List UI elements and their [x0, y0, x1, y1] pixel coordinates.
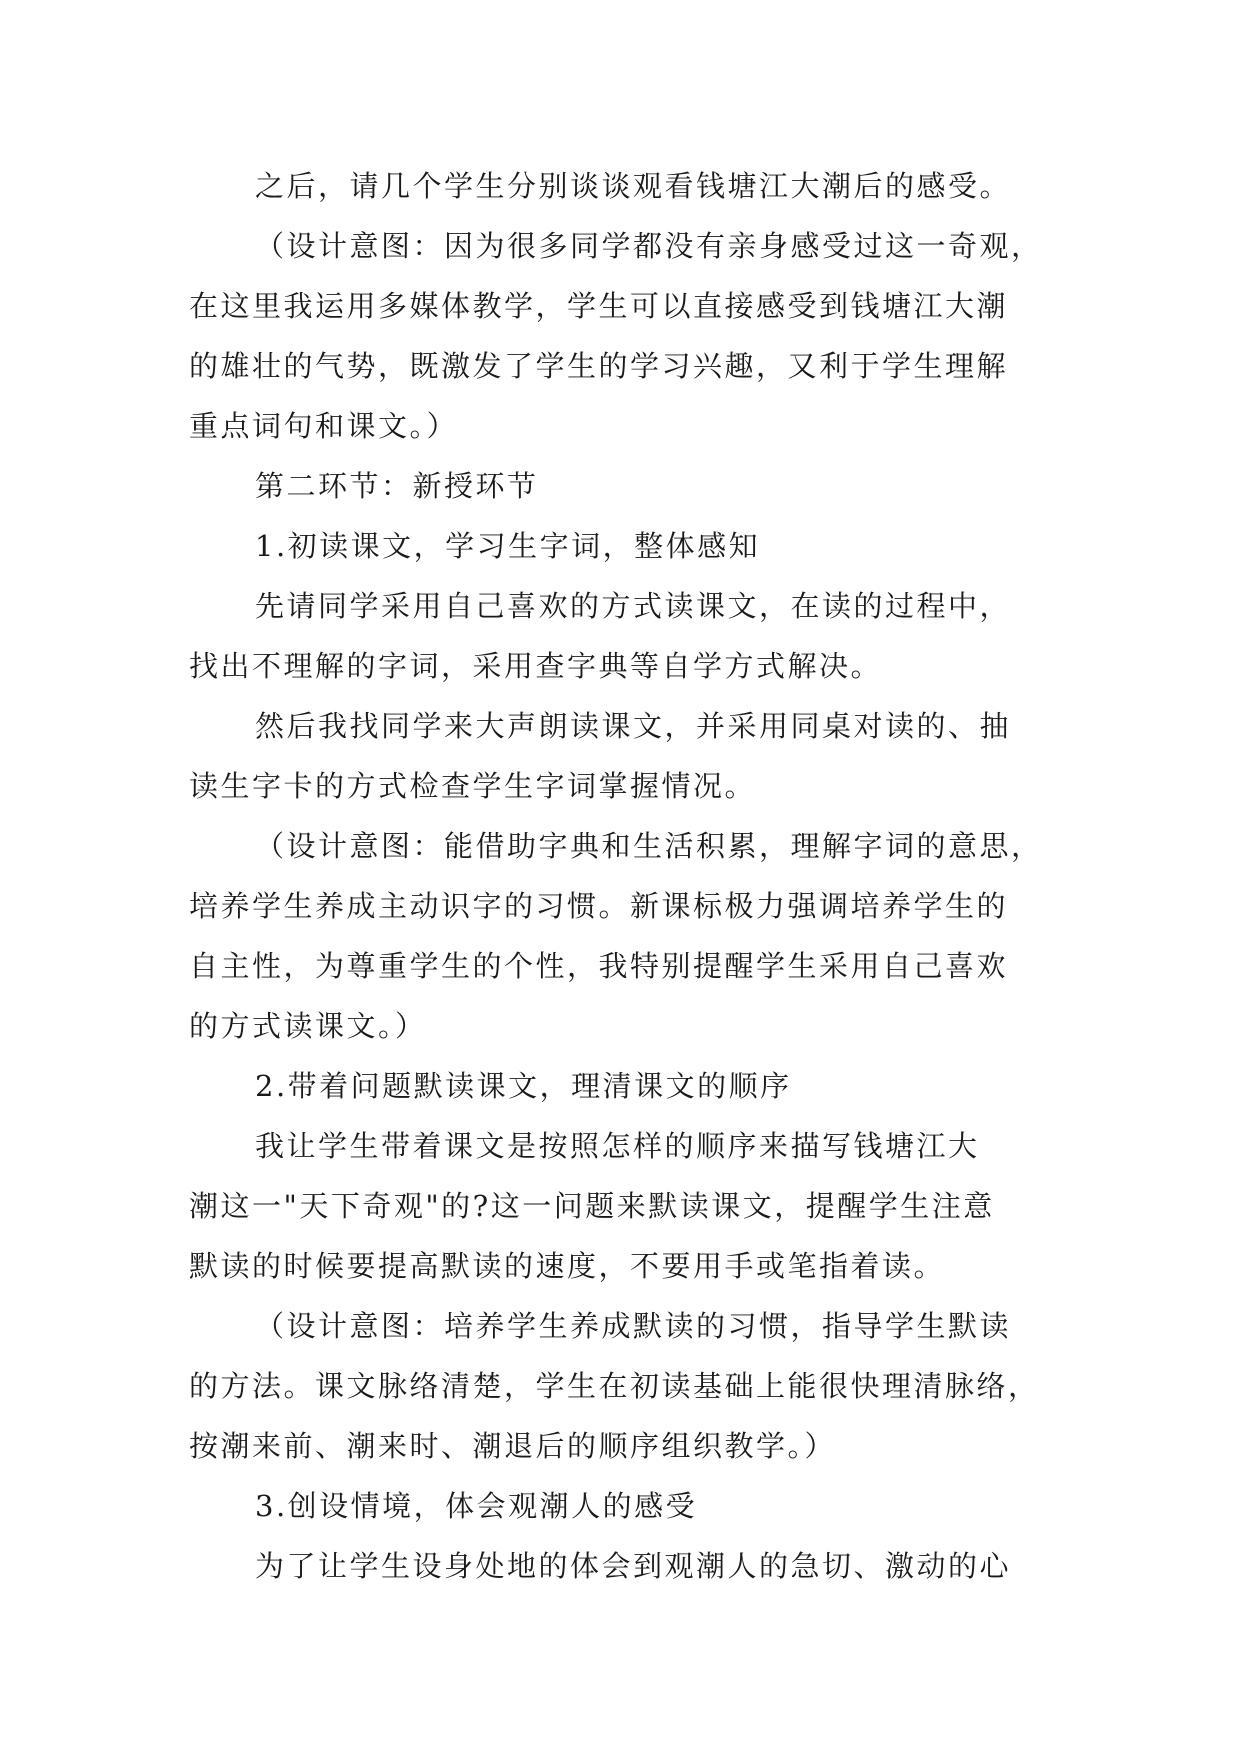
subsection-heading: 2.带着问题默读课文，理清课文的顺序	[255, 1069, 792, 1103]
text-line: 的方法。课文脉络清楚，学生在初读基础上能很快理清脉络，	[189, 1369, 1040, 1403]
text-line: 自主性，为尊重学生的个性，我特别提醒学生采用自己喜欢	[189, 949, 1009, 983]
text-line: 重点词句和课文。）	[189, 409, 459, 443]
subsection-heading: 1.初读课文，学习生字词，整体感知	[255, 529, 761, 563]
text-line: 然后我找同学来大声朗读课文，并采用同桌对读的、抽	[255, 709, 1012, 743]
subsection-heading: 3.创设情境，体会观潮人的感受	[255, 1489, 698, 1523]
text-line: （设计意图：培养学生养成默读的习惯，指导学生默读	[255, 1309, 1012, 1343]
text-line: 之后，请几个学生分别谈谈观看钱塘江大潮后的感受。	[255, 169, 1012, 203]
text-line: 在这里我运用多媒体教学，学生可以直接感受到钱塘江大潮	[189, 289, 1009, 323]
text-line: 的方式读课文。）	[189, 1009, 427, 1043]
text-line: 按潮来前、潮来时、潮退后的顺序组织教学。）	[189, 1429, 837, 1463]
text-line: 我让学生带着课文是按照怎样的顺序来描写钱塘江大	[255, 1129, 980, 1163]
text-line: 为了让学生设身处地的体会到观潮人的急切、激动的心	[255, 1549, 1012, 1583]
text-line: 先请同学采用自己喜欢的方式读课文，在读的过程中，	[255, 589, 1012, 623]
text-line: 潮这一"天下奇观"的?这一问题来默读课文，提醒学生注意	[189, 1189, 995, 1223]
text-line: 找出不理解的字词，采用查字典等自学方式解决。	[189, 649, 883, 683]
section-heading: 第二环节：新授环节	[255, 469, 539, 503]
document-body	[189, 156, 1069, 1596]
text-line: （设计意图：因为很多同学都没有亲身感受过这一奇观，	[255, 229, 1043, 263]
text-line: （设计意图：能借助字典和生活积累，理解字词的意思，	[255, 829, 1043, 863]
text-line: 默读的时候要提高默读的速度，不要用手或笔指着读。	[189, 1249, 946, 1283]
text-line: 的雄壮的气势，既激发了学生的学习兴趣，又利于学生理解	[189, 349, 1009, 383]
text-line: 培养学生养成主动识字的习惯。新课标极力强调培养学生的	[189, 889, 1009, 923]
text-line: 读生字卡的方式检查学生字词掌握情况。	[189, 769, 757, 803]
